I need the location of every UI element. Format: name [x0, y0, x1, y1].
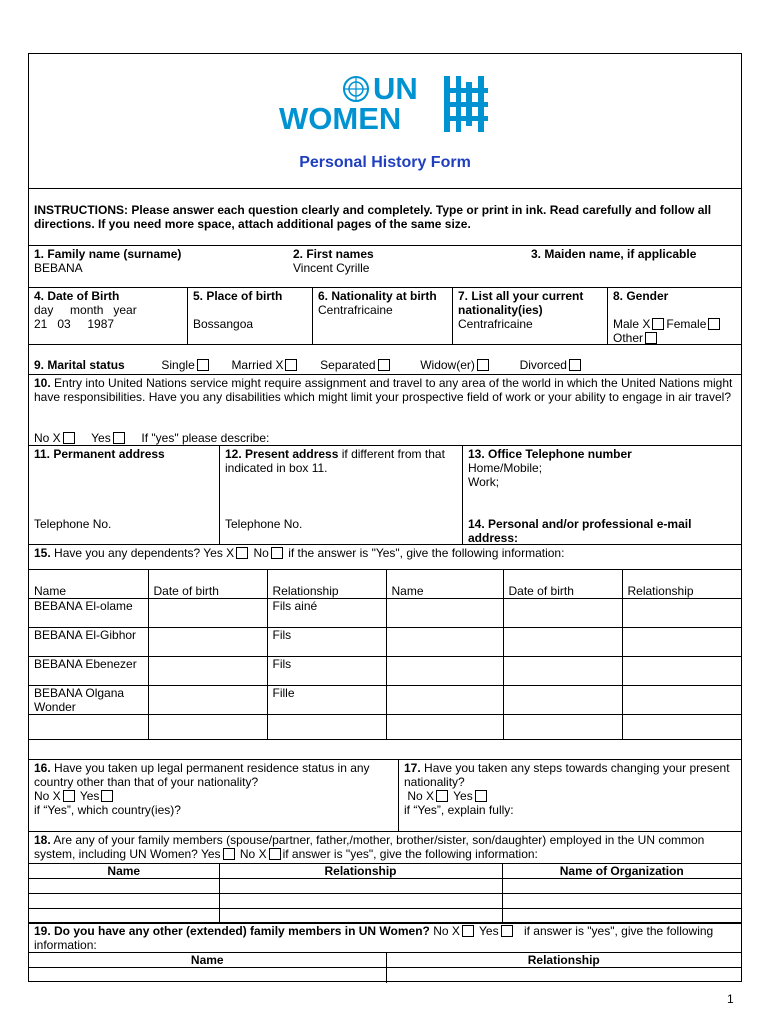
family-un-header-relationship: Relationship — [219, 864, 502, 879]
current-nationality-value[interactable]: Centrafricaine — [458, 317, 533, 331]
q15-instruction: if the answer is "Yes", give the following information: — [288, 546, 565, 560]
first-names-label: 2. First names — [293, 247, 374, 261]
dependent-name[interactable]: BEBANA El-Gibhor — [29, 628, 148, 657]
office-phone-label: 13. Office Telephone number — [468, 447, 632, 461]
work-label: Work; — [468, 475, 500, 489]
table-row — [29, 599, 741, 628]
marital-status-label: 9. Marital status — [34, 358, 125, 372]
q16-yes-label: Yes — [79, 789, 100, 803]
q17-no-label: No X — [407, 789, 435, 803]
table-row — [29, 968, 741, 983]
un-women-logo — [279, 72, 499, 138]
table-row — [29, 686, 741, 715]
dependent-relationship[interactable]: Fils ainé — [267, 599, 386, 628]
extended-family-header-name: Name — [29, 953, 386, 968]
q18-text: Are any of your family members (spouse/partner, father,/mother, brother/sister, son/daughter) employed in the UN common system, including UN Women? Yes — [34, 833, 705, 861]
dependent-relationship-2[interactable] — [622, 686, 741, 715]
family-un-name[interactable] — [29, 879, 219, 894]
dependent-name-2[interactable] — [386, 599, 503, 628]
dependent-relationship-2[interactable] — [622, 599, 741, 628]
present-address-title: 12. Present address — [225, 447, 339, 461]
nationality-at-birth-value[interactable]: Centrafricaine — [318, 303, 393, 317]
table-row — [29, 879, 741, 894]
place-of-birth-value[interactable]: Bossangoa — [193, 317, 254, 331]
dependent-relationship[interactable]: Fils — [267, 628, 386, 657]
family-name-value[interactable]: BEBANA — [34, 261, 83, 275]
dependent-name[interactable]: BEBANA El-olame — [29, 599, 148, 628]
table-row — [29, 657, 741, 686]
family-un-header-name: Name — [29, 864, 219, 879]
q19-label: 19. Do you have any other (extended) family members in UN Women? — [34, 924, 430, 938]
nationality-at-birth-label: 6. Nationality at birth — [318, 289, 437, 303]
family-un-header-row — [29, 864, 741, 879]
dependent-name[interactable]: BEBANA Olgana Wonder — [29, 686, 148, 715]
gender-label: 8. Gender — [613, 289, 669, 303]
dependent-dob[interactable] — [148, 715, 267, 740]
q18-no-label: No X — [239, 847, 267, 861]
dependent-dob-2[interactable] — [503, 599, 622, 628]
gender-female-checkbox[interactable] — [708, 318, 720, 330]
dependents-header-dob-2: Date of birth — [503, 570, 622, 599]
dob-subheader: day month year — [34, 303, 137, 317]
marital-widow-checkbox[interactable] — [477, 359, 489, 371]
dependent-dob-2[interactable] — [503, 686, 622, 715]
family-un-relationship[interactable] — [219, 879, 502, 894]
form-title: Personal History Form — [299, 154, 471, 171]
q10-yes-label: Yes — [91, 431, 111, 445]
email-label: 14. Personal and/or professional e-mail address: — [468, 517, 692, 545]
dependent-relationship[interactable]: Fils — [267, 657, 386, 686]
present-address-label — [225, 447, 457, 475]
dob-label: 4. Date of Birth — [34, 289, 120, 303]
dependents-header-dob: Date of birth — [148, 570, 267, 599]
q19-no-label: No X — [429, 924, 460, 938]
table-row — [29, 894, 741, 909]
q17-yes-label: Yes — [453, 789, 473, 803]
marital-divorced-checkbox[interactable] — [569, 359, 581, 371]
q19-no-checkbox[interactable] — [462, 925, 474, 937]
family-un-relationship[interactable] — [219, 894, 502, 909]
un-emblem-icon — [341, 74, 371, 104]
q16-no-checkbox[interactable] — [63, 790, 75, 802]
family-un-name[interactable] — [29, 894, 219, 909]
dependent-name-2[interactable] — [386, 628, 503, 657]
family-un-table — [29, 863, 741, 924]
dependent-dob-2[interactable] — [503, 628, 622, 657]
logo-text-women: WOMEN — [279, 101, 402, 136]
q15-text: Have you any dependents? Yes X — [50, 546, 235, 560]
q10-yes-checkbox[interactable] — [113, 432, 125, 444]
gender-male-checkbox[interactable] — [652, 318, 664, 330]
q16-number: 16. — [34, 761, 51, 775]
q19-yes-label: Yes — [479, 924, 499, 938]
home-mobile-label: Home/Mobile; — [468, 461, 543, 475]
q10-describe-label: If "yes" please describe: — [141, 431, 270, 445]
q16-no-label: No X — [34, 789, 61, 803]
q18-no-checkbox[interactable] — [269, 848, 281, 860]
q17-text: Have you taken any steps towards changing your present nationality? — [404, 761, 730, 789]
q17-no-checkbox[interactable] — [436, 790, 448, 802]
table-row — [29, 715, 741, 740]
marital-single-label: Single — [161, 358, 195, 372]
extended-family-name[interactable] — [29, 968, 386, 983]
q10-question — [34, 376, 736, 404]
gender-male-label: Male X — [613, 317, 651, 331]
dependent-relationship[interactable] — [267, 715, 386, 740]
dependent-dob[interactable] — [148, 686, 267, 715]
family-un-organization[interactable] — [502, 894, 741, 909]
q18-instruction: if answer is "yes", give the following information: — [282, 847, 538, 861]
marital-married-checkbox[interactable] — [285, 359, 297, 371]
extended-family-header-relationship: Relationship — [386, 953, 741, 968]
marital-divorced-label: Divorced — [519, 358, 567, 372]
dependent-name-2[interactable] — [386, 715, 503, 740]
un-women-equality-icon — [442, 74, 492, 134]
gender-female-label: Female — [666, 317, 707, 331]
extended-family-relationship[interactable] — [386, 968, 741, 983]
q17-number: 17. — [404, 761, 421, 775]
present-address-phone-label: Telephone No. — [225, 517, 303, 531]
marital-single-checkbox[interactable] — [197, 359, 209, 371]
dependent-dob-2[interactable] — [503, 657, 622, 686]
place-of-birth-label: 5. Place of birth — [193, 289, 283, 303]
logo-text-un: UN — [373, 71, 418, 106]
dependent-relationship-2[interactable] — [622, 715, 741, 740]
q16-yes-checkbox[interactable] — [101, 790, 113, 802]
family-un-organization[interactable] — [502, 879, 741, 894]
maiden-name-label: 3. Maiden name, if applicable — [531, 247, 697, 261]
table-row — [29, 628, 741, 657]
q17-question — [404, 761, 736, 789]
dependent-name-2[interactable] — [386, 657, 503, 686]
permanent-address-phone-label: Telephone No. — [34, 517, 112, 531]
q10-no-label: No X — [34, 431, 61, 445]
q15-no-label: No — [253, 546, 269, 560]
dependent-relationship-2[interactable] — [622, 657, 741, 686]
q15-yes-checkbox[interactable] — [236, 547, 248, 559]
dependents-header-name-2: Name — [386, 570, 503, 599]
q18-yes-checkbox[interactable] — [223, 848, 235, 860]
q10-no-checkbox[interactable] — [63, 432, 75, 444]
permanent-address-label: 11. Permanent address — [34, 447, 165, 461]
q17-yes-checkbox[interactable] — [475, 790, 487, 802]
first-names-value[interactable]: Vincent Cyrille — [293, 261, 370, 275]
gender-other-checkbox[interactable] — [645, 332, 657, 344]
dependents-header-relationship: Relationship — [267, 570, 386, 599]
gender-other-label: Other — [613, 331, 644, 345]
q10-text: Entry into United Nations service might require assignment and travel to any area of the world in which the United Nations might have responsibilities. Have you any disabilities which might limit your prospective field of work or your ability to engage in air travel? — [34, 376, 733, 404]
q16-text: Have you taken up legal permanent residence status in any country other than that of your nationality? — [34, 761, 370, 789]
page-number: 1 — [727, 992, 734, 1006]
dependent-name-2[interactable] — [386, 686, 503, 715]
personal-history-form — [28, 53, 742, 982]
marital-widow-label: Widow(er) — [420, 358, 475, 372]
marital-married-label: Married X — [231, 358, 284, 372]
q19-yes-checkbox[interactable] — [501, 925, 513, 937]
extended-family-header-row — [29, 953, 741, 968]
dependent-relationship[interactable]: Fille — [267, 686, 386, 715]
dependent-name[interactable]: BEBANA Ebenezer — [29, 657, 148, 686]
present-address-note: if different from that indicated in box 11. — [225, 447, 445, 475]
extended-family-table — [29, 952, 741, 983]
q18-number: 18. — [34, 833, 51, 847]
dob-value[interactable]: 21 03 1987 — [34, 317, 115, 331]
current-nationality-label: 7. List all your current nationality(ies) — [458, 289, 584, 317]
dependent-name[interactable] — [29, 715, 148, 740]
family-name-label: 1. Family name (surname) — [34, 247, 182, 261]
dependents-header-name: Name — [29, 570, 148, 599]
q17-if-yes-label: if “Yes”, explain fully: — [404, 803, 514, 817]
q15-number: 15. — [34, 546, 51, 560]
dependents-table — [29, 569, 741, 740]
q16-if-yes-label: if “Yes”, which country(ies)? — [34, 803, 181, 817]
dependents-header-row — [29, 570, 741, 599]
dependent-dob[interactable] — [148, 657, 267, 686]
dependent-relationship-2[interactable] — [622, 628, 741, 657]
dependent-dob-2[interactable] — [503, 715, 622, 740]
dependents-header-relationship-2: Relationship — [622, 570, 741, 599]
dependent-dob[interactable] — [148, 628, 267, 657]
q10-number: 10. — [34, 376, 51, 390]
instructions: INSTRUCTIONS: Please answer each question clearly and completely. Type or print in ink. Read carefully and follow all directions. If you need more space, attach additional pages of the same size. — [34, 203, 712, 231]
marital-separated-label: Separated — [320, 358, 376, 372]
q15-no-checkbox[interactable] — [271, 547, 283, 559]
marital-separated-checkbox[interactable] — [378, 359, 390, 371]
family-un-header-organization: Name of Organization — [502, 864, 741, 879]
q16-question — [34, 761, 393, 789]
form-header — [29, 54, 741, 188]
q19-instruction: if answer is "yes", give the following information: — [34, 924, 714, 952]
dependent-dob[interactable] — [148, 599, 267, 628]
